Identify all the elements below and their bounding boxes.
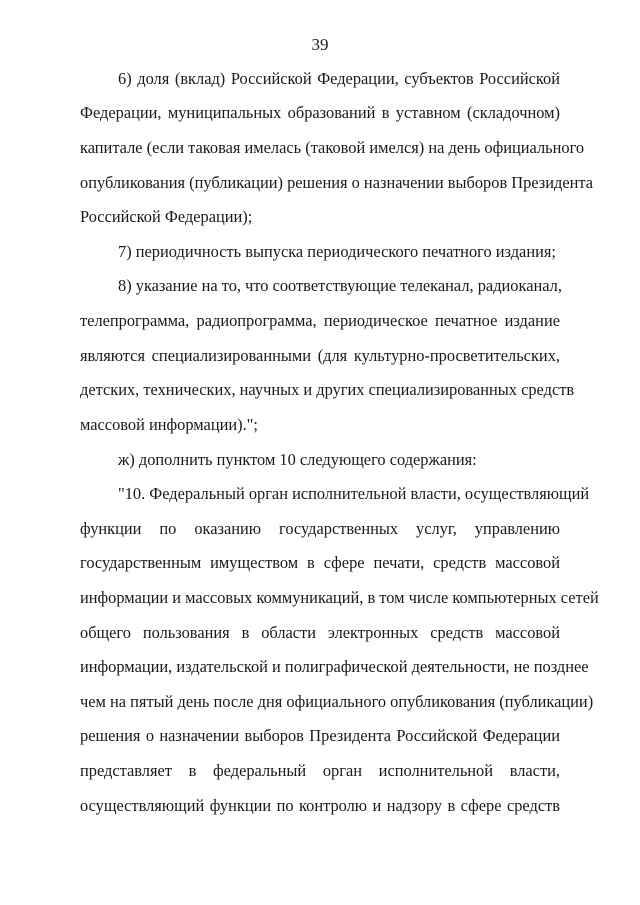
text-line: осуществляющий функции по контролю и надзору в сфере средств (80, 796, 560, 815)
text-line: 6) доля (вклад) Российской Федерации, субъектов Российской (118, 69, 560, 88)
text-line: информации, издательской и полиграфической деятельности, не позднее (80, 657, 589, 676)
text-line: 8) указание на то, что соответствующие телеканал, радиоканал, (118, 276, 562, 295)
text-line: ж) дополнить пунктом 10 следующего содержания: (118, 450, 477, 469)
text-line: государственным имуществом в сфере печати, средств массовой (80, 553, 560, 572)
text-line: "10. Федеральный орган исполнительной власти, осуществляющий (118, 484, 590, 503)
text-line: являются специализированными (для культурно-просветительских, (80, 346, 560, 365)
text-line: опубликования (публикации) решения о назначении выборов Президента (80, 173, 594, 192)
text-line: чем на пятый день после дня официального опубликования (публикации) (80, 692, 594, 711)
text-line: капитале (если таковая имелась (таковой имелся) на день официального (80, 138, 585, 157)
text-line: общего пользования в области электронных средств массовой (80, 623, 560, 642)
text-line: 7) периодичность выпуска периодического печатного издания; (118, 242, 556, 261)
text-line: решения о назначении выборов Президента Российской Федерации (80, 726, 560, 745)
text-line: Федерации, муниципальных образований в уставном (складочном) (80, 103, 560, 122)
text-line: функции по оказанию государственных услуг, управлению (80, 519, 560, 538)
text-line: телепрограмма, радиопрограмма, периодическое печатное издание (80, 311, 560, 330)
text-line: представляет в федеральный орган исполнительной власти, (80, 761, 560, 780)
text-line: детских, технических, научных и других специализированных средств (80, 380, 575, 399)
text-line: информации и массовых коммуникаций, в том числе компьютерных сетей (80, 588, 599, 607)
text-line: Российской Федерации); (80, 207, 253, 226)
text-line: массовой информации)."; (80, 415, 258, 434)
page-number: 39 (311, 35, 329, 54)
